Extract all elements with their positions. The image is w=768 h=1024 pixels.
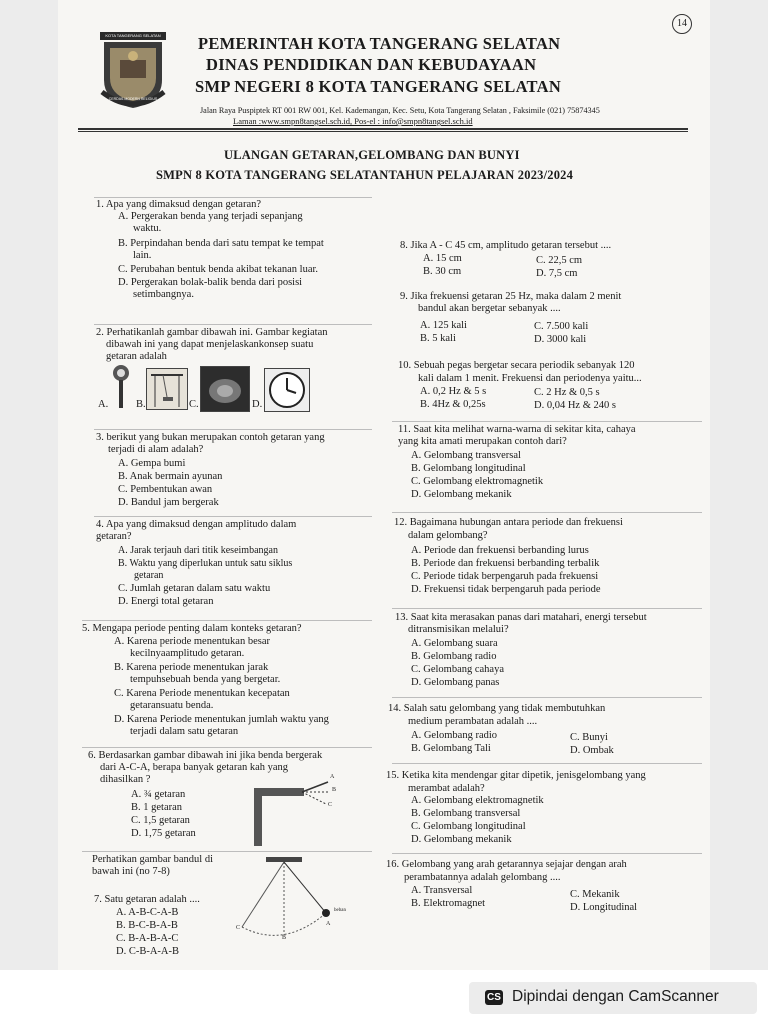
q6-spring-figure — [248, 774, 348, 848]
q16-option-b: B. Elektromagnet — [411, 898, 486, 909]
q2-question-cont: dibawah ini yang dapat menjelaskankonsep suatu — [106, 339, 314, 350]
q9-question: 9. Jika frekuensi getaran 25 Hz, maka dalam 2 menit — [400, 291, 622, 302]
rule — [94, 197, 372, 198]
q9-option-d: D. 3000 kali — [534, 334, 587, 345]
q6-fig-label-a: A — [330, 774, 335, 780]
q11-option-b: B. Gelombang longitudinal — [411, 463, 526, 474]
q15-option-b: B. Gelombang transversal — [411, 808, 521, 819]
rule — [82, 851, 372, 852]
rule — [94, 516, 372, 517]
letterhead-divider — [78, 128, 688, 132]
q9-option-c: C. 7.500 kali — [534, 321, 589, 332]
q16-option-a: A. Transversal — [411, 885, 473, 896]
logo-text: KOTA TANGERANG SELATAN — [105, 33, 161, 38]
rule — [392, 853, 702, 854]
q5-option-b-cont: tempuhsebuah benda yang bergetar. — [130, 674, 281, 685]
q4-question: 4. Apa yang dimaksud dengan amplitudo dalam — [96, 519, 297, 530]
q6-option-d: D. 1,75 getaran — [131, 828, 196, 839]
q15-question: 15. Ketika kita mendengar gitar dipetik, jenisgelombang yang — [386, 770, 646, 781]
q1-option-c: C. Perubahan bentuk benda akibat tekanan luar. — [118, 264, 319, 275]
q9-option-a: A. 125 kali — [420, 320, 467, 331]
q5-option-a: A. Karena periode menentukan besar — [114, 636, 270, 647]
q2-image-d — [264, 368, 310, 412]
pendulum-intro: Perhatikan gambar bandul di — [92, 854, 214, 865]
letterhead-web: Laman :www.smpn8tangsel.sch.id, Pos-el : info@smpn8tangsel.sch.id — [233, 116, 473, 126]
q6-option-c: C. 1,5 getaran — [131, 815, 190, 826]
q2-question: 2. Perhatikanlah gambar dibawah ini. Gambar kegiatan — [96, 327, 328, 338]
q5-question: 5. Mengapa periode penting dalam konteks getaran? — [82, 623, 302, 634]
q5-option-d: D. Karena Periode menentukan jumlah waktu yang — [114, 714, 329, 725]
pendulum-figure — [226, 855, 366, 945]
q2-label-d: D. — [252, 399, 263, 410]
q2-image-b — [146, 368, 188, 410]
q3-option-b: B. Anak bermain ayunan — [118, 471, 223, 482]
logo-motto: CERDAS MODERN RELIGIUS — [108, 97, 158, 101]
rule — [392, 608, 702, 609]
q10-option-d: D. 0,04 Hz & 240 s — [534, 400, 616, 411]
q12-option-b: B. Periode dan frekuensi berbanding terbalik — [411, 558, 600, 569]
q12-option-d: D. Frekuensi tidak berpengaruh pada periode — [411, 584, 601, 595]
pendulum-intro-cont: bawah ini (no 7-8) — [92, 866, 170, 877]
q10-option-c: C. 2 Hz & 0,5 s — [534, 387, 600, 398]
q3-question: 3. berikut yang bukan merupakan contoh getaran yang — [96, 432, 325, 443]
q4-question-cont: getaran? — [96, 531, 132, 542]
q9-option-b: B. 5 kali — [420, 333, 456, 344]
q10-option-b: B. 4Hz & 0,25s — [420, 399, 486, 410]
q7-option-c: C. B-A-B-A-C — [116, 933, 179, 944]
q14-question: 14. Salah satu gelombang yang tidak membutuhkan — [388, 703, 606, 714]
q12-question: 12. Bagaimana hubungan antara periode dan frekuensi — [394, 517, 623, 528]
rule — [392, 512, 702, 513]
q11-option-d: D. Gelombang mekanik — [411, 489, 512, 500]
camscanner-badge — [469, 982, 757, 1014]
pend-fig-label-a: A — [326, 921, 331, 927]
q13-option-d: D. Gelombang panas — [411, 677, 500, 688]
q7-question: 7. Satu getaran adalah .... — [94, 894, 200, 905]
q13-question-cont: ditransmisikan melalui? — [408, 624, 509, 635]
q11-option-a: A. Gelombang transversal — [411, 450, 521, 461]
letterhead-line1: PEMERINTAH KOTA TANGERANG SELATAN — [198, 34, 561, 53]
q6-question: 6. Berdasarkan gambar dibawah ini jika benda bergerak — [88, 750, 323, 761]
q3-option-c: C. Pembentukan awan — [118, 484, 213, 495]
q14-option-b: B. Gelombang Tali — [411, 743, 491, 754]
letterhead-line2: DINAS PENDIDIKAN DAN KEBUDAYAAN — [206, 55, 537, 74]
q15-question-cont: merambat adalah? — [408, 783, 485, 794]
q1-option-b: B. Perpindahan benda dari satu tempat ke tempat — [118, 238, 324, 249]
q15-option-a: A. Gelombang elektromagnetik — [411, 795, 544, 806]
q1-option-a-cont: waktu. — [133, 223, 162, 234]
q2-label-a: A. — [98, 399, 109, 410]
q7-option-d: D. C-B-A-A-B — [116, 946, 179, 957]
q1-option-b-cont: lain. — [133, 250, 152, 261]
letterhead-line3: SMP NEGERI 8 KOTA TANGERANG SELATAN — [195, 77, 562, 96]
rule — [94, 324, 372, 325]
q10-question-cont: kali dalam 1 menit. Frekuensi dan periodenya yaitu... — [418, 373, 642, 384]
q14-option-c: C. Bunyi — [570, 732, 608, 743]
q4-option-c: C. Jumlah getaran dalam satu waktu — [118, 583, 271, 594]
q3-option-d: D. Bandul jam bergerak — [118, 497, 219, 508]
q14-option-a: A. Gelombang radio — [411, 730, 498, 741]
exam-paper — [58, 0, 710, 970]
rule — [392, 763, 702, 764]
q4-option-b: B. Waktu yang diperlukan untuk satu siklus — [118, 558, 293, 569]
rule — [82, 620, 372, 621]
q2-label-c: C. — [189, 399, 199, 410]
q2-label-b: B. — [136, 399, 146, 410]
page-number-circle: 14 — [672, 14, 692, 34]
q12-question-cont: dalam gelombang? — [408, 530, 488, 541]
pend-fig-label-b: B — [282, 935, 287, 941]
q7-option-b: B. B-C-B-A-B — [116, 920, 178, 931]
q5-option-b: B. Karena periode menentukan jarak — [114, 662, 269, 673]
q16-question-cont: perambatannya adalah gelombang .... — [404, 872, 561, 883]
q12-option-a: A. Periode dan frekuensi berbanding lurus — [411, 545, 589, 556]
q6-question-cont2: dihasilkan ? — [100, 774, 151, 785]
q5-option-c: C. Karena Periode menentukan kecepatan — [114, 688, 290, 699]
q8-option-a: A. 15 cm — [423, 253, 462, 264]
rule — [392, 421, 702, 422]
rule — [94, 429, 372, 430]
q13-option-a: A. Gelombang suara — [411, 638, 498, 649]
q1-option-a: A. Pergerakan benda yang terjadi sepanjang — [118, 211, 303, 222]
letterhead-address: Jalan Raya Puspiptek RT 001 RW 001, Kel. Kademangan, Kec. Setu, Kota Tangerang Selatan , Faksimile (021) 75874345 — [200, 106, 600, 115]
q6-option-a: A. ¾ getaran — [131, 789, 186, 800]
q13-question: 13. Saat kita merasakan panas dari matahari, energi tersebut — [395, 612, 647, 623]
exam-title: ULANGAN GETARAN,GELOMBANG DAN BUNYI — [224, 148, 520, 162]
q16-option-d: D. Longitudinal — [570, 902, 638, 913]
q5-option-c-cont: getaransuatu benda. — [130, 700, 214, 711]
q4-option-d: D. Energi total getaran — [118, 596, 214, 607]
q16-option-c: C. Mekanik — [570, 889, 620, 900]
q12-option-c: C. Periode tidak berpengaruh pada frekuensi — [411, 571, 599, 582]
q6-fig-label-b: B — [332, 787, 337, 793]
camscanner-label: Dipindai dengan CamScanner — [512, 988, 719, 1005]
q1-option-d-cont: setimbangnya. — [133, 289, 194, 300]
q8-option-c: C. 22,5 cm — [536, 255, 583, 266]
q13-option-b: B. Gelombang radio — [411, 651, 497, 662]
q11-question: 11. Saat kita melihat warna-warna di sekitar kita, cahaya — [398, 424, 636, 435]
q8-option-d: D. 7,5 cm — [536, 268, 578, 279]
q6-option-b: B. 1 getaran — [131, 802, 183, 813]
q6-question-cont: dari A-C-A, berapa banyak getaran kah yang — [100, 762, 289, 773]
q4-option-b-cont: getaran — [134, 570, 164, 581]
q14-option-d: D. Ombak — [570, 745, 614, 756]
exam-subtitle: SMPN 8 KOTA TANGERANG SELATANTAHUN PELAJARAN 2023/2024 — [156, 168, 574, 182]
q11-option-c: C. Gelombang elektromagnetik — [411, 476, 544, 487]
q13-option-c: C. Gelombang cahaya — [411, 664, 505, 675]
rule — [82, 747, 372, 748]
q2-image-c — [200, 366, 250, 412]
q8-option-b: B. 30 cm — [423, 266, 462, 277]
q10-question: 10. Sebuah pegas bergetar secara periodik sebanyak 120 — [398, 360, 635, 371]
q6-fig-label-c: C — [328, 802, 333, 808]
q1-option-d: D. Pergerakan bolak-balik benda dari posisi — [118, 277, 303, 288]
q10-option-a: A. 0,2 Hz & 5 s — [420, 386, 487, 397]
q5-option-a-cont: kecilnyaamplitudo getaran. — [130, 648, 245, 659]
q16-question: 16. Gelombang yang arah getarannya sejajar dengan arah — [386, 859, 627, 870]
rule — [392, 697, 702, 698]
pend-fig-label-beban: beban — [334, 908, 346, 913]
q15-option-d: D. Gelombang mekanik — [411, 834, 512, 845]
q11-question-cont: yang kita amati merupakan contoh dari? — [398, 436, 567, 447]
q15-option-c: C. Gelombang longitudinal — [411, 821, 526, 832]
q9-question-cont: bandul akan bergetar sebanyak .... — [418, 303, 561, 314]
q7-option-a: A. A-B-C-A-B — [116, 907, 179, 918]
q8-question: 8. Jika A - C 45 cm, amplitudo getaran tersebut .... — [400, 240, 612, 251]
q3-option-a: A. Gempa bumi — [118, 458, 186, 469]
q2-image-a — [110, 364, 132, 410]
camscanner-logo-icon: CS — [485, 990, 503, 1005]
q4-option-a: A. Jarak terjauh dari titik keseimbangan — [118, 545, 278, 556]
q3-question-cont: terjadi di alam adalah? — [108, 444, 204, 455]
q14-question-cont: medium perambatan adalah .... — [408, 716, 538, 727]
q2-question-cont2: getaran adalah — [106, 351, 167, 362]
q1-question: 1. Apa yang dimaksud dengan getaran? — [96, 199, 262, 210]
pend-fig-label-c: C — [236, 925, 241, 931]
q5-option-d-cont: terjadi dalam satu getaran — [130, 726, 239, 737]
city-logo — [98, 30, 168, 110]
